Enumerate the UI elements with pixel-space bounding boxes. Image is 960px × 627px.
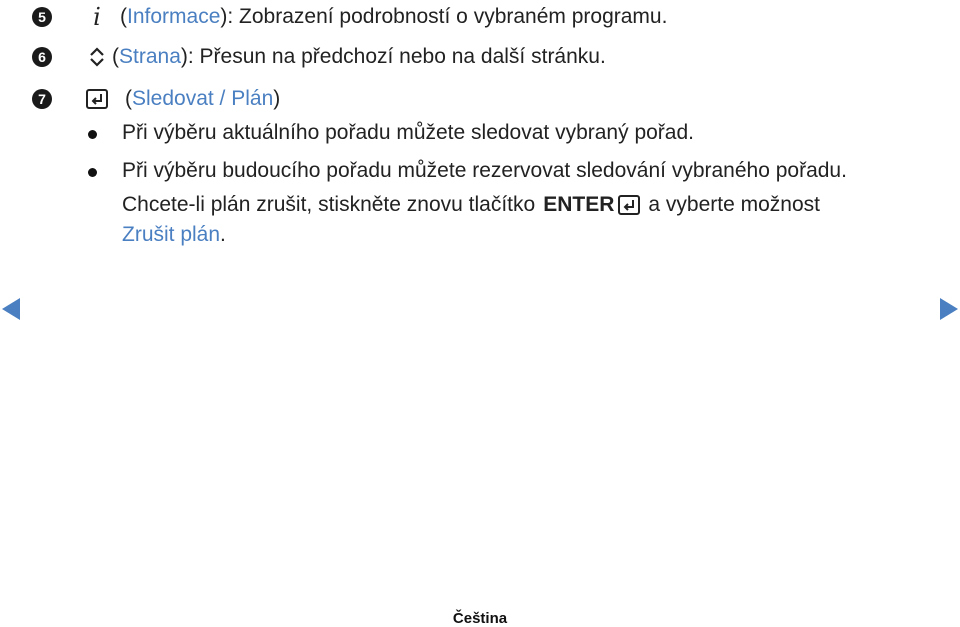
enter-icon xyxy=(85,87,109,111)
item-number-badge: 7 xyxy=(32,89,52,109)
enter-button-label: ENTER xyxy=(543,193,615,216)
item-5-label: Informace xyxy=(127,5,221,28)
item-number-badge: 6 xyxy=(32,47,52,67)
option-end: . xyxy=(220,223,226,246)
continuation-after: a vyberte možnost xyxy=(648,193,820,216)
bullet-dot xyxy=(88,130,97,139)
bullet-text-2: Při výběru budoucího pořadu můžete rezervovat sledování vybraného pořadu. xyxy=(122,159,847,182)
bullet-text-1: Při výběru aktuálního pořadu můžete sledovat vybraný pořad. xyxy=(122,121,694,144)
option-zrusit-plan: Zrušit plán xyxy=(122,223,221,246)
continuation-before: Chcete-li plán zrušit, stiskněte znovu tlačítko xyxy=(122,193,536,216)
item-6-text: (Strana): Přesun na předchozí nebo na další stránku. xyxy=(112,45,606,68)
footer-language: Čeština xyxy=(452,610,508,627)
previous-page-arrow-icon[interactable] xyxy=(2,298,20,320)
item-5-text: (Informace): Zobrazení podrobností o vybraném programu. xyxy=(120,5,668,28)
item-number-badge: 5 xyxy=(32,7,52,27)
option-line xyxy=(122,223,226,247)
page-up-down-icon xyxy=(85,45,109,69)
item-7-label: Sledovat / Plán xyxy=(132,87,274,110)
bullet-dot xyxy=(88,168,97,177)
item-7-text: (Sledovat / Plán) xyxy=(125,87,281,110)
info-icon: i xyxy=(93,3,101,31)
next-page-arrow-icon[interactable] xyxy=(940,298,958,320)
item-5-description: : Zobrazení podrobností o vybraném programu. xyxy=(227,5,668,28)
enter-icon xyxy=(618,195,640,215)
bullet-2-continuation xyxy=(122,193,820,217)
item-6-label: Strana xyxy=(119,45,181,68)
item-6-description: : Přesun na předchozí nebo na další stránku. xyxy=(187,45,606,68)
